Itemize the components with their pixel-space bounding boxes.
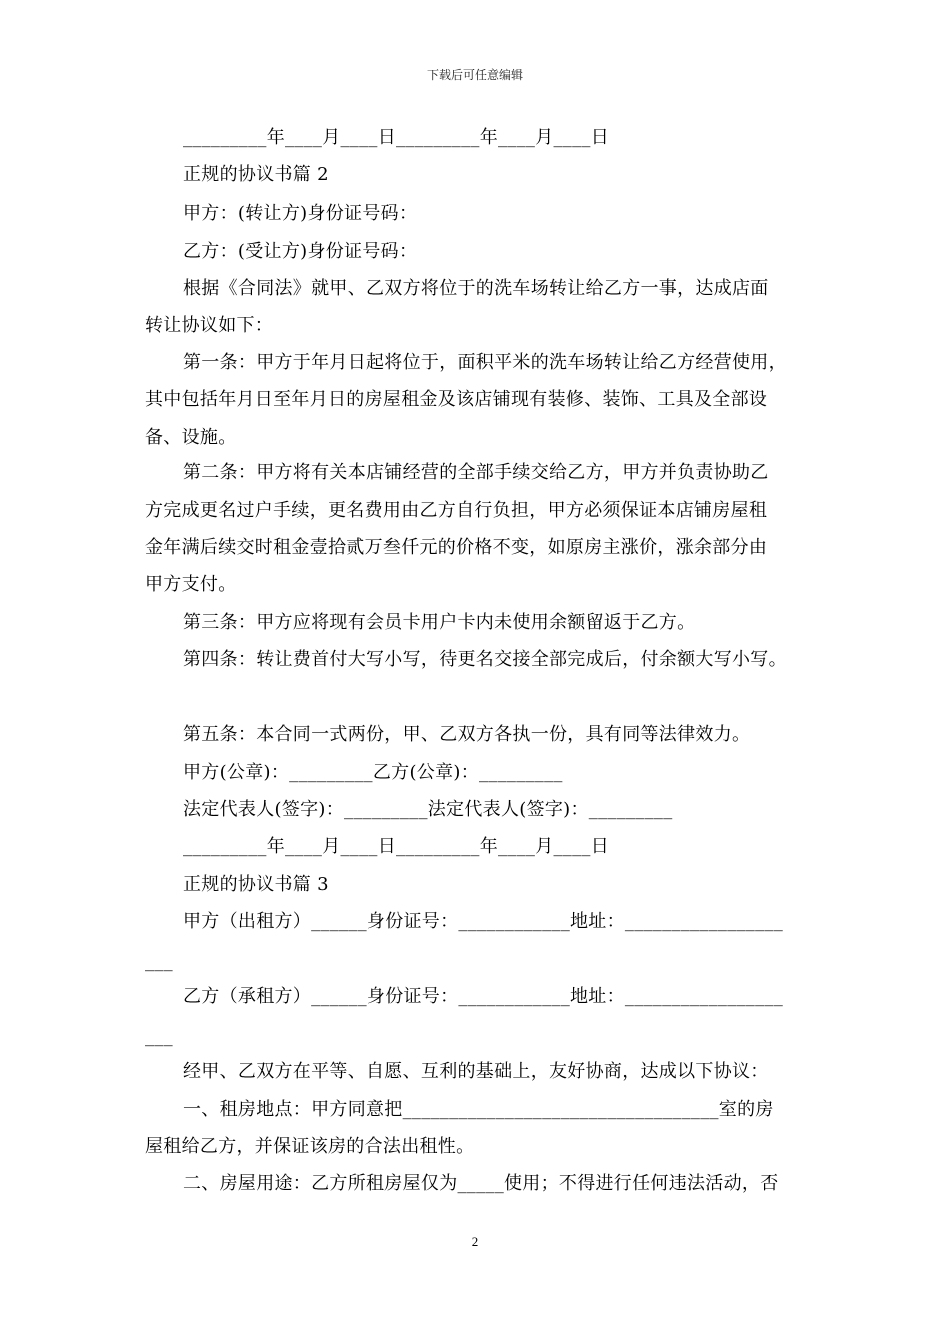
paragraph-line: 甲方：(转让方)身份证号码： [183,203,418,224]
paragraph-line: 方完成更名过户手续，更名费用由乙方自行负担，甲方必须保证本店铺房屋租 [145,500,768,521]
paragraph-line: 第三条：甲方应将现有会员卡用户卡内未使用余额留返于乙方。 [183,612,696,633]
paragraph-line: 转让协议如下： [145,315,274,336]
paragraph-line: 第一条：甲方于年月日起将位于，面积平米的洗车场转让给乙方经营使用， [183,352,787,373]
date-line: _________年____月____日_________年____月____日 [183,127,609,148]
party-line: 乙方（承租方）______身份证号：____________地址：_________________ [183,986,783,1007]
signature-line: 法定代表人(签字)：_________法定代表人(签字)：_________ [183,799,673,820]
page-header: 下载后可任意编辑 [426,68,523,82]
paragraph-line: 屋租给乙方，并保证该房的合法出租性。 [145,1136,475,1157]
party-line-continuation: ___ [145,1026,173,1047]
paragraph-line: 乙方：(受让方)身份证号码： [183,241,418,262]
paragraph-line: 第四条：转让费首付大写小写，待更名交接全部完成后，付余额大写小写。 [183,649,787,670]
section-title: 正规的协议书篇 2 [183,164,329,185]
section-title: 正规的协议书篇 3 [183,874,329,895]
paragraph-line: 备、设施。 [145,427,237,448]
paragraph-line: 经甲、乙双方在平等、自愿、互利的基础上，友好协商，达成以下协议： [183,1061,769,1082]
party-line: 甲方（出租方）______身份证号：____________地址：_________________ [183,911,783,932]
paragraph-line: 第二条：甲方将有关本店铺经营的全部手续交给乙方，甲方并负责协助乙 [183,462,769,483]
paragraph-line: 一、租房地点：甲方同意把__________________________________室的房 [183,1099,774,1120]
paragraph-line: 二、房屋用途：乙方所租房屋仅为_____使用；不得进行任何违法活动，否 [183,1173,779,1194]
paragraph-line: 金年满后续交时租金壹拾贰万叁仟元的价格不变，如原房主涨价，涨余部分由 [145,537,768,558]
paragraph-line: 第五条：本合同一式两份，甲、乙双方各执一份，具有同等法律效力。 [183,724,751,745]
date-line: _________年____月____日_________年____月____日 [183,836,609,857]
paragraph-line: 其中包括年月日至年月日的房屋租金及该店铺现有装修、装饰、工具及全部设 [145,389,768,410]
signature-line: 甲方(公章)：_________乙方(公章)：_________ [183,762,563,783]
page-number: 2 [471,1234,479,1249]
paragraph-line: 甲方支付。 [145,574,237,595]
paragraph-line: 根据《合同法》就甲、乙双方将位于的洗车场转让给乙方一事，达成店面 [183,278,769,299]
party-line-continuation: ___ [145,951,173,972]
